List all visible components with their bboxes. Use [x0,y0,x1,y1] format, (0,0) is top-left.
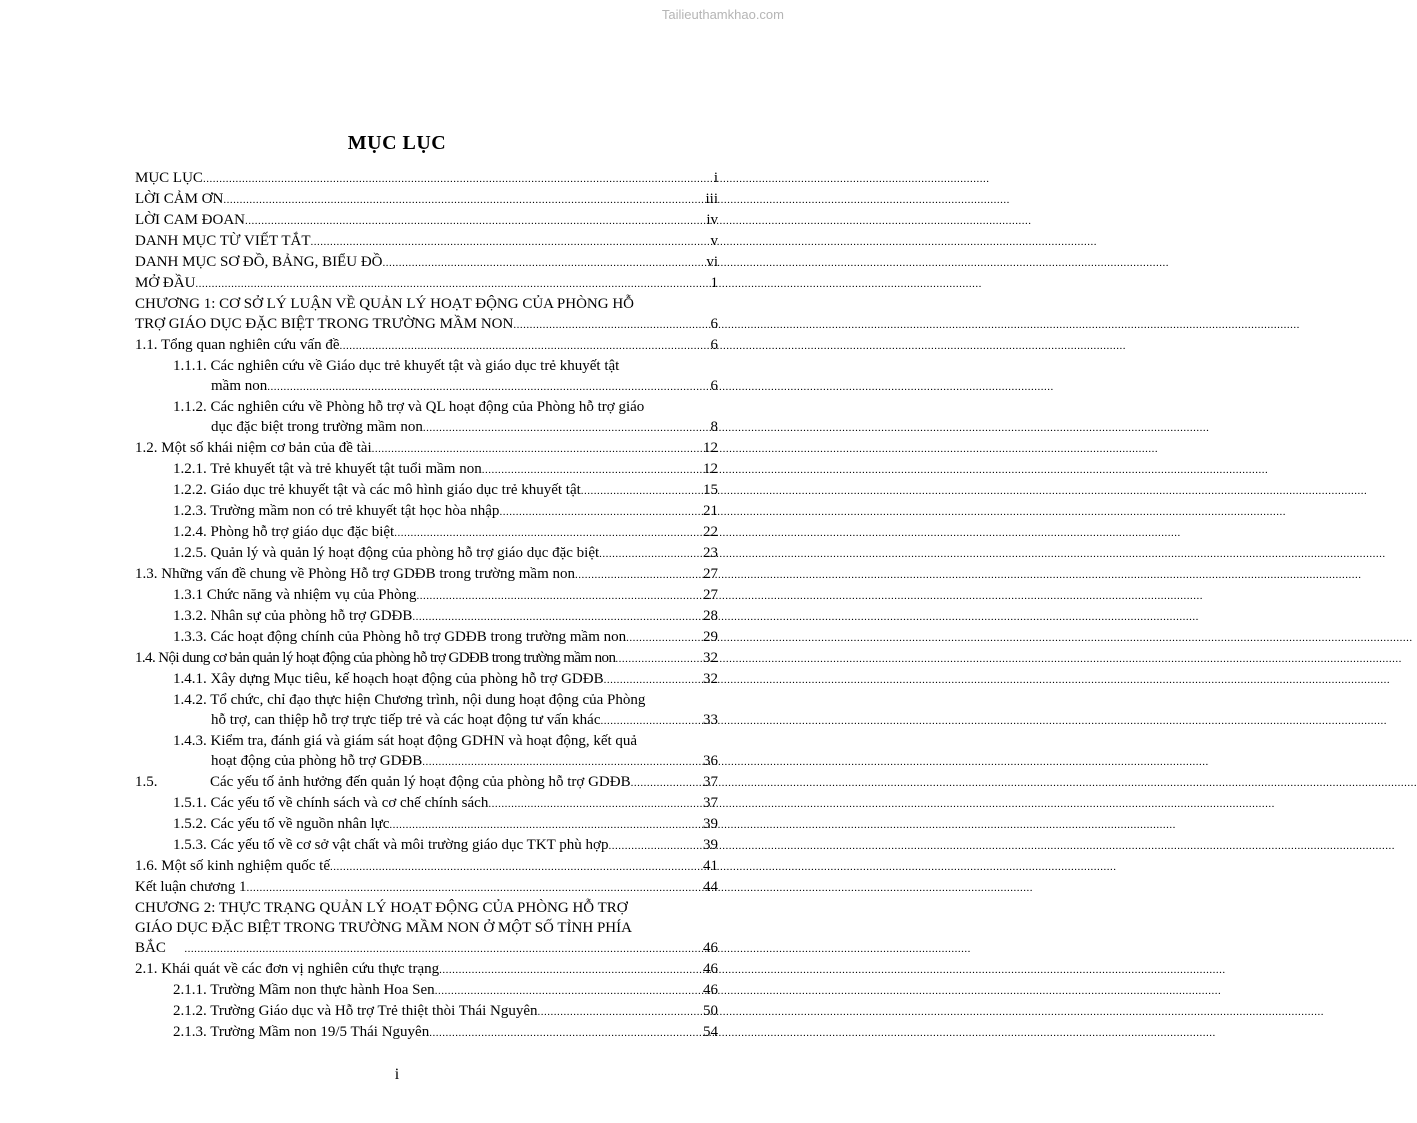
toc-entry[interactable]: 1.2.4. Phòng hỗ trợ giáo dục đặc biệt ..... 22 [135,522,718,543]
toc-entry-line: GIÁO DỤC ĐẶC BIỆT TRONG TRƯỜNG MẦM NON Ở MỘT SỐ TỈNH PHÍA [135,920,632,936]
toc-entry-line: CHƯƠNG 2: THỰC TRẠNG QUẢN LÝ HOẠT ĐỘNG CỦA PHÒNG HỖ TRỢ [135,900,628,916]
toc-entry[interactable]: 1.3.1 Chức năng và nhiệm vụ của Phòng ..... 27 [135,585,718,606]
toc-entry[interactable]: 1.3.2. Nhân sự của phòng hỗ trợ GDĐB ..... 28 [135,606,718,627]
watermark: Tailieuthamkhao.com [661,7,784,22]
toc-entry[interactable]: 2.1.3. Trường Mầm non 19/5 Thái Nguyên ..... 54 [135,1022,718,1043]
toc-entry[interactable]: 1.4.3. Kiểm tra, đánh giá và giám sát hoạt động GDHN và hoạt động, kết quả hoạt động của phòng hỗ trợ GDĐB ..... 36 [135,731,718,772]
toc-entry[interactable]: 1.4.1. Xây dựng Mục tiêu, kế hoạch hoạt động của phòng hỗ trợ GDĐB ..... 32 [135,669,718,690]
toc-entry[interactable]: 1.1. Tổng quan nghiên cứu vấn đề ..... 6 [135,335,718,356]
toc-entry-line: CHƯƠNG 1: CƠ SỞ LÝ LUẬN VỀ QUẢN LÝ HOẠT ĐỘNG CỦA PHÒNG HỖ [135,296,635,312]
table-of-contents [135,168,718,1043]
toc-entry[interactable]: 1.2.1. Trẻ khuyết tật và trẻ khuyết tật tuổi mầm non ..... 12 [135,459,718,480]
toc-entry[interactable]: 1.4. Nội dung cơ bản quản lý hoạt động của phòng hỗ trợ GDĐB trong trường mầm non ..... 32 [135,648,718,669]
toc-entry-line: 1.1.1. Các nghiên cứu về Giáo dục trẻ khuyết tật và giáo dục trẻ khuyết tật [173,358,620,374]
toc-entry[interactable]: DANH MỤC SƠ ĐỒ, BẢNG, BIỂU ĐỒ ..... vi [135,252,718,273]
toc-entry[interactable]: 2.1.2. Trường Giáo dục và Hỗ trợ Trẻ thiệt thòi Thái Nguyên ..... 50 [135,1001,718,1022]
toc-entry[interactable]: LỜI CAM ĐOAN ..... iv [135,210,718,231]
toc-entry[interactable]: 1.5.3. Các yếu tố về cơ sở vật chất và môi trường giáo dục TKT phù hợp ..... 39 [135,835,718,856]
toc-entry[interactable]: 1.1.2. Các nghiên cứu về Phòng hỗ trợ và QL hoạt động của Phòng hỗ trợ giáo dục đặc biệt trong trường mầm non ..... 8 [135,397,718,438]
toc-entry[interactable]: 1.5.1. Các yếu tố về chính sách và cơ chế chính sách ..... 37 [135,793,718,814]
toc-entry[interactable]: 1.3.3. Các hoạt động chính của Phòng hỗ trợ GDĐB trong trường mầm non ..... 29 [135,627,718,648]
toc-entry[interactable]: LỜI CẢM ƠN ..... iii [135,189,718,210]
toc-entry-chapter-2[interactable]: CHƯƠNG 2: THỰC TRẠNG QUẢN LÝ HOẠT ĐỘNG CỦA PHÒNG HỖ TRỢ GIÁO DỤC ĐẶC BIỆT TRONG TRƯỜNG MẦM NON Ở MỘT SỐ TỈNH PHÍA BẮC ..... 46 [135,898,718,959]
toc-entry[interactable]: MỤC LỤC ..... i [135,168,718,189]
toc-entry[interactable]: 1.1.1. Các nghiên cứu về Giáo dục trẻ khuyết tật và giáo dục trẻ khuyết tật mầm non ..... 6 [135,356,718,397]
toc-entry[interactable]: 1.2.2. Giáo dục trẻ khuyết tật và các mô hình giáo dục trẻ khuyết tật ..... 15 [135,480,718,501]
toc-entry[interactable]: Kết luận chương 1 ..... 44 [135,877,718,898]
toc-entry-line: 1.4.2. Tổ chức, chỉ đạo thực hiện Chương trình, nội dung hoạt động của Phòng [173,692,646,708]
toc-entry[interactable]: 1.5. Các yếu tố ảnh hưởng đến quản lý hoạt động của phòng hỗ trợ GDĐB ..... 37 [135,772,718,793]
toc-entry[interactable]: 1.4.2. Tổ chức, chỉ đạo thực hiện Chương trình, nội dung hoạt động của Phòng hỗ trợ, can thiệp hỗ trợ trực tiếp trẻ và các hoạt động tư vấn khác ..... 33 [135,690,718,731]
toc-entry[interactable]: 1.2. Một số khái niệm cơ bản của đề tài ..... 12 [135,438,718,459]
toc-entry[interactable]: DANH MỤC TỪ VIẾT TẮT ..... v [135,231,718,252]
toc-entry-chapter-1[interactable]: CHƯƠNG 1: CƠ SỞ LÝ LUẬN VỀ QUẢN LÝ HOẠT ĐỘNG CỦA PHÒNG HỖ TRỢ GIÁO DỤC ĐẶC BIỆT TRONG TRƯỜNG MẦM NON ..... 6 [135,294,718,335]
toc-entry[interactable]: 1.6. Một số kinh nghiệm quốc tế ..... 41 [135,856,718,877]
toc-entry[interactable]: MỞ ĐẦU ..... 1 [135,273,718,294]
toc-title: MỤC LỤC [347,132,447,154]
toc-entry[interactable]: 1.5.2. Các yếu tố về nguồn nhân lực ..... 39 [135,814,718,835]
page-number: i [394,1066,400,1083]
toc-entry-line: 1.4.3. Kiểm tra, đánh giá và giám sát hoạt động GDHN và hoạt động, kết quả [173,733,638,749]
toc-entry[interactable]: 1.2.5. Quản lý và quản lý hoạt động của phòng hỗ trợ giáo dục đặc biệt ..... 23 [135,543,718,564]
toc-entry-line: 1.1.2. Các nghiên cứu về Phòng hỗ trợ và QL hoạt động của Phòng hỗ trợ giáo [173,399,645,415]
toc-entry[interactable]: 2.1. Khái quát về các đơn vị nghiên cứu thực trạng ..... 46 [135,959,718,980]
toc-entry[interactable]: 1.2.3. Trường mầm non có trẻ khuyết tật học hòa nhập ..... 21 [135,501,718,522]
toc-entry[interactable]: 1.3. Những vấn đề chung về Phòng Hỗ trợ GDĐB trong trường mầm non ..... 27 [135,564,718,585]
toc-entry[interactable]: 2.1.1. Trường Mầm non thực hành Hoa Sen ..... 46 [135,980,718,1001]
